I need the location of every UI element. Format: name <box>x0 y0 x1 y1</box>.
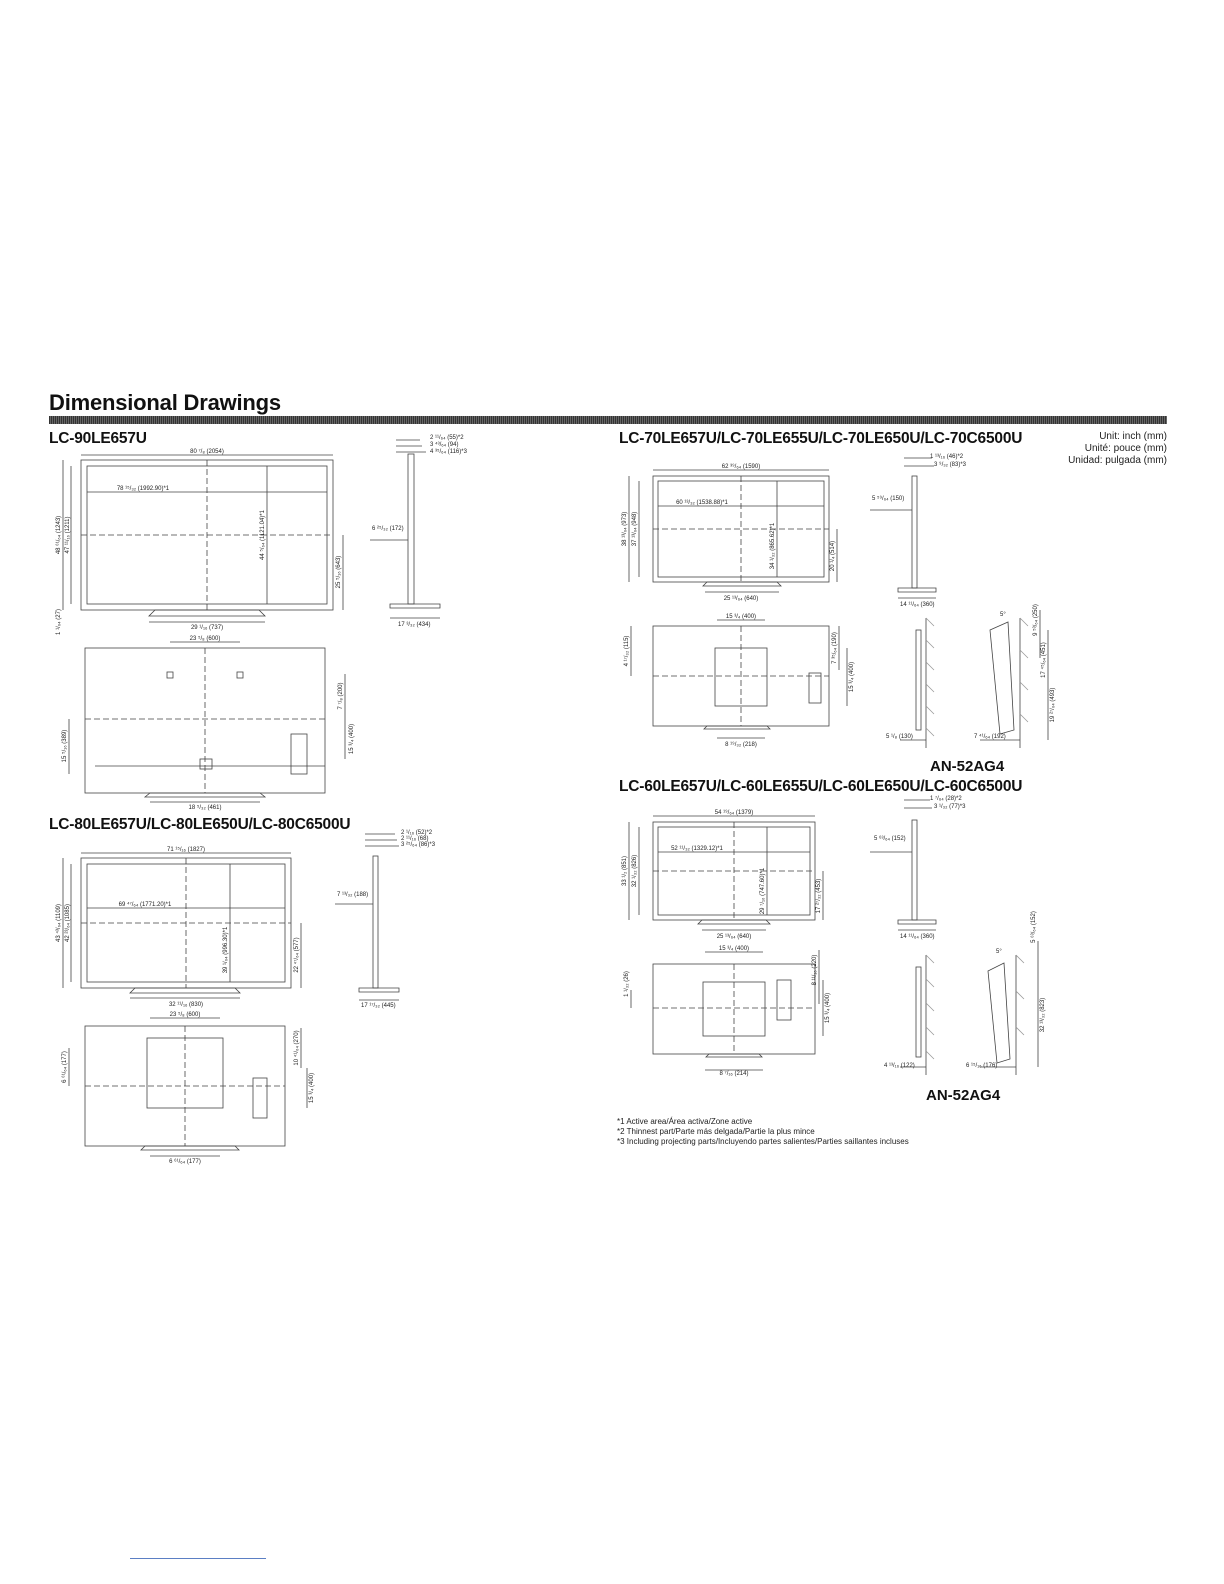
model-lc80-heading: LC-80LE657U/LC-80LE650U/LC-80C6500U <box>49 816 351 833</box>
lc70-wall1-label: 5 ¹/₈ (130) <box>886 734 913 740</box>
lc90-depth3-label: 4 ³⁵/₆₄ (116)*3 <box>430 449 467 455</box>
lc90-stand-height-label: 25 ⁵/₁₆ (643) <box>336 555 342 589</box>
model-lc70-heading: LC-70LE657U/LC-70LE655U/LC-70LE650U/LC-70C6500U <box>619 430 1023 447</box>
lc80-height2-label: 42 ²³/₆₄ (1085) <box>65 904 71 942</box>
lc90-foot-label: 1 ¹/₆₄ (27) <box>56 609 62 635</box>
lc90-height-label: 48 ⁶¹/₆₄ (1243) <box>56 515 62 555</box>
lc60-active-width-label: 52 ¹¹/₃₂ (1329.12)*1 <box>671 846 723 852</box>
lc80-bottom-label: 6 ⁶¹/₆₄ (177) <box>169 1159 201 1165</box>
footnote-3: *3 Including projecting parts/Incluyendo partes salientes/Parties saillantes incluses <box>617 1137 909 1146</box>
lc70-angle-label: 5° <box>1000 612 1006 618</box>
lc60-vesa2-label: 15 ³/₄ (400) <box>825 992 831 1024</box>
lc70-height2-label: 37 ¹³/₆₄ (948) <box>632 511 638 547</box>
lc90-depth-label: 17 ³/₃₂ (434) <box>398 622 431 628</box>
lc90-side-label: 6 ²⁵/₃₂ (172) <box>372 526 404 532</box>
footnotes <box>617 1117 909 1147</box>
lc80-active-height-label: 39 ¹/₆₄ (996.30)*1 <box>223 926 229 974</box>
lc60-angle-label: 5° <box>996 949 1002 955</box>
lc70-side-drawing <box>870 452 980 607</box>
lc80-width-label: 71 ¹⁵/₁₆ (1827) <box>167 847 205 853</box>
lc80-depth1-label: 2 ¹/₁₆ (52)*2 <box>401 830 433 836</box>
lc60-back-height-label: 1 ¹/₃₂ (26) <box>624 971 630 997</box>
footnote-1: *1 Active area/Área activa/Zone active <box>617 1117 753 1126</box>
lc70-active-height-label: 34 ¹/₃₂ (865.62)*1 <box>770 522 776 570</box>
lc70-side-label: 5 ⁵⁹/₆₄ (150) <box>872 496 905 502</box>
lc70-active-width-label: 60 ¹³/₃₂ (1538.88)*1 <box>676 500 728 506</box>
lc70-vesa1-label: 7 ³⁵/₆₄ (190) <box>832 632 838 664</box>
lc60-wall1-label: 4 ¹³/₁₆ (122) <box>884 1063 915 1069</box>
unit-es: Unidad: pulgada (mm) <box>1068 455 1167 466</box>
lc70-wall-mount-drawing <box>880 600 1060 760</box>
lc70-front-drawing <box>617 458 857 608</box>
lc60-back-drawing <box>617 940 847 1075</box>
lc70-back-drawing <box>617 608 857 748</box>
page-title: Dimensional Drawings <box>49 390 281 415</box>
bracket-label-70: AN-52AG4 <box>930 758 1005 775</box>
lc60-depth1-label: 1 ⁷/₆₄ (28)*2 <box>930 796 962 802</box>
lc60-height2-label: 32 ¹/₃₂ (826) <box>632 854 638 888</box>
lc90-active-height-label: 44 ⁵/₆₄ (1121.04)*1 <box>260 510 266 560</box>
lc60-vesa1-label: 8 ¹¹/₁₆ (220) <box>812 954 818 986</box>
lc80-base-label: 32 ¹¹/₁₆ (830) <box>168 1002 204 1008</box>
model-lc90-heading: LC-90LE657U <box>49 430 147 447</box>
lc70-vesa-label: 15 ³/₄ (400) <box>725 614 757 620</box>
lc90-depth2-label: 3 ⁴³/₆₄ (94) <box>430 442 459 448</box>
lc90-vesa2-label: 15 ³/₄ (400) <box>349 723 355 755</box>
lc70-depth-label: 14 ¹¹/₆₄ (360) <box>900 602 935 608</box>
lc60-depth-label: 14 ¹¹/₆₄ (360) <box>900 934 935 940</box>
lc60-wall-mount-drawing <box>876 911 1056 1085</box>
lc90-back-height-label: 15 ⁵/₁₆ (389) <box>62 729 68 763</box>
lc70-height-label: 38 ¹³/₆₄ (973) <box>622 511 628 547</box>
lc80-depth3-label: 3 ²⁵/₆₄ (86)*3 <box>401 842 436 848</box>
lc80-active-width-label: 69 ⁴⁷/₆₄ (1771.20)*1 <box>118 902 172 908</box>
lc80-height-label: 43 ⁴³/₆₄ (1109) <box>56 903 62 943</box>
lc60-side-label: 5 ⁶³/₆₄ (152) <box>874 836 906 842</box>
lc90-vesa1-label: 7 ⁷/₈ (200) <box>338 682 344 710</box>
lc60-active-height-label: 29 ⁷/₁₆ (747.60)*1 <box>760 867 766 915</box>
lc70-back-height-label: 4 ¹⁷/₃₂ (115) <box>624 635 630 667</box>
lc70-depth1-label: 1 ¹³/₁₆ (46)*2 <box>930 454 964 460</box>
lc80-front-drawing <box>55 840 365 1010</box>
lc80-depth2-label: 2 ¹¹/₁₆ (68) <box>401 836 429 842</box>
lc80-vesa2-label: 15 ³/₄ (400) <box>309 1072 315 1104</box>
lc80-depth-label: 17 ¹⁷/₃₂ (445) <box>361 1003 396 1009</box>
lc80-side-label: 7 ¹³/₃₂ (188) <box>337 892 369 898</box>
lc60-height-label: 33 ¹/₂ (851) <box>622 855 628 887</box>
lc80-vesa-label: 23 ⁵/₈ (600) <box>169 1012 201 1018</box>
lc80-side-drawing <box>335 828 475 1008</box>
bracket-label-60: AN-52AG4 <box>926 1087 1001 1104</box>
lc80-vesa1-label: 10 ⁴¹/₆₄ (270) <box>294 1030 300 1066</box>
lc90-height2-label: 47 ¹¹/₁₆ (1211) <box>65 516 71 554</box>
unit-fr: Unité: pouce (mm) <box>1084 443 1167 454</box>
lc60-wb2-label: 32 ¹³/₃₂ (823) <box>1040 997 1046 1033</box>
lc90-front-drawing <box>55 449 365 635</box>
lc80-back-drawing <box>55 1008 325 1163</box>
lc70-wall2-label: 7 ⁴¹/₆₄ (192) <box>974 734 1006 740</box>
lc60-bottom-label: 8 ⁷/₁₆ (214) <box>719 1071 749 1077</box>
lc80-back-height-label: 6 ⁶¹/₆₄ (177) <box>62 1051 68 1083</box>
lc70-bottom-label: 8 ¹⁹/₃₂ (218) <box>725 742 757 748</box>
footnote-2: *2 Thinnest part/Parte más delgada/Partie la plus mince <box>617 1127 815 1136</box>
lc70-wb2-label: 17 ⁴⁵/₆₄ (451) <box>1041 642 1047 678</box>
lc90-active-width-label: 78 ¹⁵/₃₂ (1992.90)*1 <box>116 486 170 492</box>
lc90-side-drawing <box>370 432 480 627</box>
lc90-depth1-label: 2 ¹¹/₆₄ (55)*2 <box>430 435 464 441</box>
lc60-wb1-label: 5 ⁶³/₆₄ (152) <box>1031 911 1037 943</box>
lc70-width-label: 62 ³⁹/₆₄ (1590) <box>721 464 761 470</box>
lc60-side-drawing <box>870 796 980 941</box>
lc90-base-label: 29 ¹/₁₆ (737) <box>190 625 224 631</box>
lc70-vesa2-label: 15 ³/₄ (400) <box>849 661 855 693</box>
lc60-depth2-label: 3 ¹/₃₂ (77)*3 <box>934 804 966 810</box>
lc80-stand-height-label: 22 ⁴⁷/₆₄ (577) <box>294 937 300 973</box>
lc70-depth2-label: 3 ⁹/₃₂ (83)*3 <box>934 462 967 468</box>
model-lc60-heading: LC-60LE657U/LC-60LE655U/LC-60LE650U/LC-60C6500U <box>619 778 1023 795</box>
lc70-stand-height-label: 20 ¹/₄ (514) <box>830 540 836 572</box>
lc60-vesa-label: 15 ³/₄ (400) <box>718 946 750 952</box>
lc70-base-label: 25 ¹³/₆₄ (640) <box>723 596 759 602</box>
lc70-wb1-label: 9 ⁵³/₆₄ (250) <box>1033 604 1039 636</box>
lc90-vesa-label: 23 ⁵/₈ (600) <box>189 636 221 642</box>
lc60-stand-height-label: 17 ²⁷/₃₂ (453) <box>816 878 822 914</box>
unit-legend <box>1068 431 1167 467</box>
lc70-wb3-label: 19 ²⁷/₆₄ (493) <box>1050 687 1056 723</box>
lc60-width-label: 54 ¹⁹/₆₄ (1379) <box>714 810 754 816</box>
lc60-wall2-label: 6 ¹⁵/₁₆ (176) <box>966 1063 998 1069</box>
lc90-bottom-label: 18 ⁵/₃₂ (461) <box>188 805 222 811</box>
lc60-base-label: 25 ¹³/₆₄ (640) <box>716 934 752 940</box>
lc60-front-drawing <box>617 806 847 946</box>
unit-en: Unit: inch (mm) <box>1099 431 1167 442</box>
lc90-back-drawing <box>55 634 365 809</box>
lc90-width-label: 80 ⁷/₈ (2054) <box>190 449 224 455</box>
title-rule <box>49 416 1167 424</box>
bottom-link-underline <box>130 1558 266 1559</box>
